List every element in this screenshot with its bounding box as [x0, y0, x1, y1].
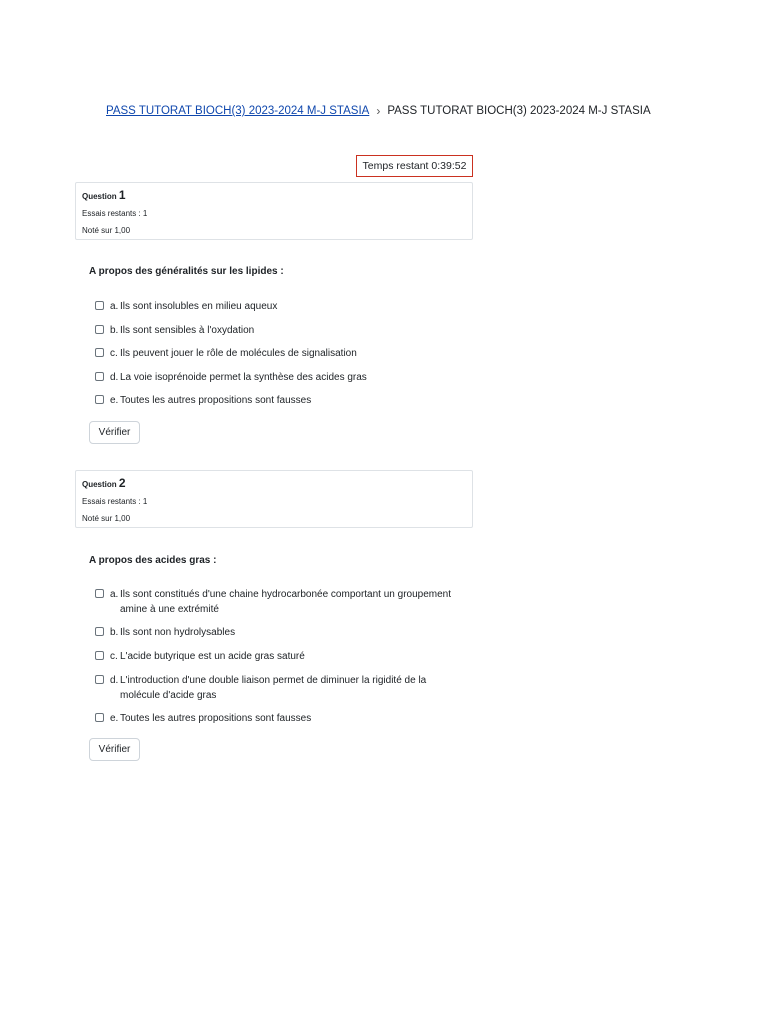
grade-info: Noté sur 1,00	[82, 226, 131, 235]
answer-checkbox[interactable]	[95, 627, 104, 636]
answer-checkbox[interactable]	[95, 713, 104, 722]
answer-option[interactable]: b. Ils sont sensibles à l'oxydation	[95, 323, 475, 338]
attempts-remaining: Essais restants : 1	[82, 209, 148, 218]
breadcrumb-current: PASS TUTORAT BIOCH(3) 2023-2024 M-J STASIA	[387, 105, 651, 117]
answer-checkbox[interactable]	[95, 675, 104, 684]
answer-option[interactable]: e. Toutes les autres propositions sont fausses	[95, 393, 475, 408]
question-info-1	[75, 182, 473, 240]
grade-info: Noté sur 1,00	[82, 514, 131, 523]
verify-button[interactable]: Vérifier	[89, 421, 140, 444]
answer-option[interactable]: e. Toutes les autres propositions sont fausses	[95, 711, 455, 726]
breadcrumb-link-course[interactable]: PASS TUTORAT BIOCH(3) 2023-2024 M-J STASIA	[106, 105, 370, 117]
answer-option[interactable]: d. La voie isoprénoide permet la synthèse des acides gras	[95, 370, 475, 385]
attempts-remaining: Essais restants : 1	[82, 497, 148, 506]
answer-checkbox[interactable]	[95, 325, 104, 334]
answer-option[interactable]: b. Ils sont non hydrolysables	[95, 625, 455, 640]
answer-option[interactable]: c. Ils peuvent jouer le rôle de molécules de signalisation	[95, 346, 475, 361]
question-info-2	[75, 470, 473, 528]
answer-checkbox[interactable]	[95, 348, 104, 357]
answer-list-1	[95, 299, 475, 408]
question-text-2: A propos des acides gras :	[89, 555, 217, 566]
question-number: Question 2	[82, 476, 126, 490]
answer-checkbox[interactable]	[95, 301, 104, 310]
breadcrumb	[106, 105, 651, 117]
answer-checkbox[interactable]	[95, 589, 104, 598]
answer-option[interactable]: d. L'introduction d'une double liaison permet de diminuer la rigidité de la molécule d'acide gras	[95, 673, 455, 703]
time-remaining-box	[356, 155, 473, 177]
answer-checkbox[interactable]	[95, 395, 104, 404]
verify-button[interactable]: Vérifier	[89, 738, 140, 761]
answer-list-2	[95, 587, 455, 726]
time-remaining-value: 0:39:52	[431, 160, 467, 172]
answer-checkbox[interactable]	[95, 651, 104, 660]
question-text-1: A propos des généralités sur les lipides :	[89, 266, 284, 277]
answer-checkbox[interactable]	[95, 372, 104, 381]
answer-option[interactable]: c. L'acide butyrique est un acide gras saturé	[95, 649, 455, 664]
time-remaining-label: Temps restant	[362, 160, 429, 172]
question-number: Question 1	[82, 188, 126, 202]
answer-option[interactable]: a. Ils sont constitués d'une chaine hydrocarbonée comportant un groupement amine à une extrémité	[95, 587, 455, 617]
answer-option[interactable]: a. Ils sont insolubles en milieu aqueux	[95, 299, 475, 314]
chevron-right-icon: ›	[376, 104, 381, 118]
